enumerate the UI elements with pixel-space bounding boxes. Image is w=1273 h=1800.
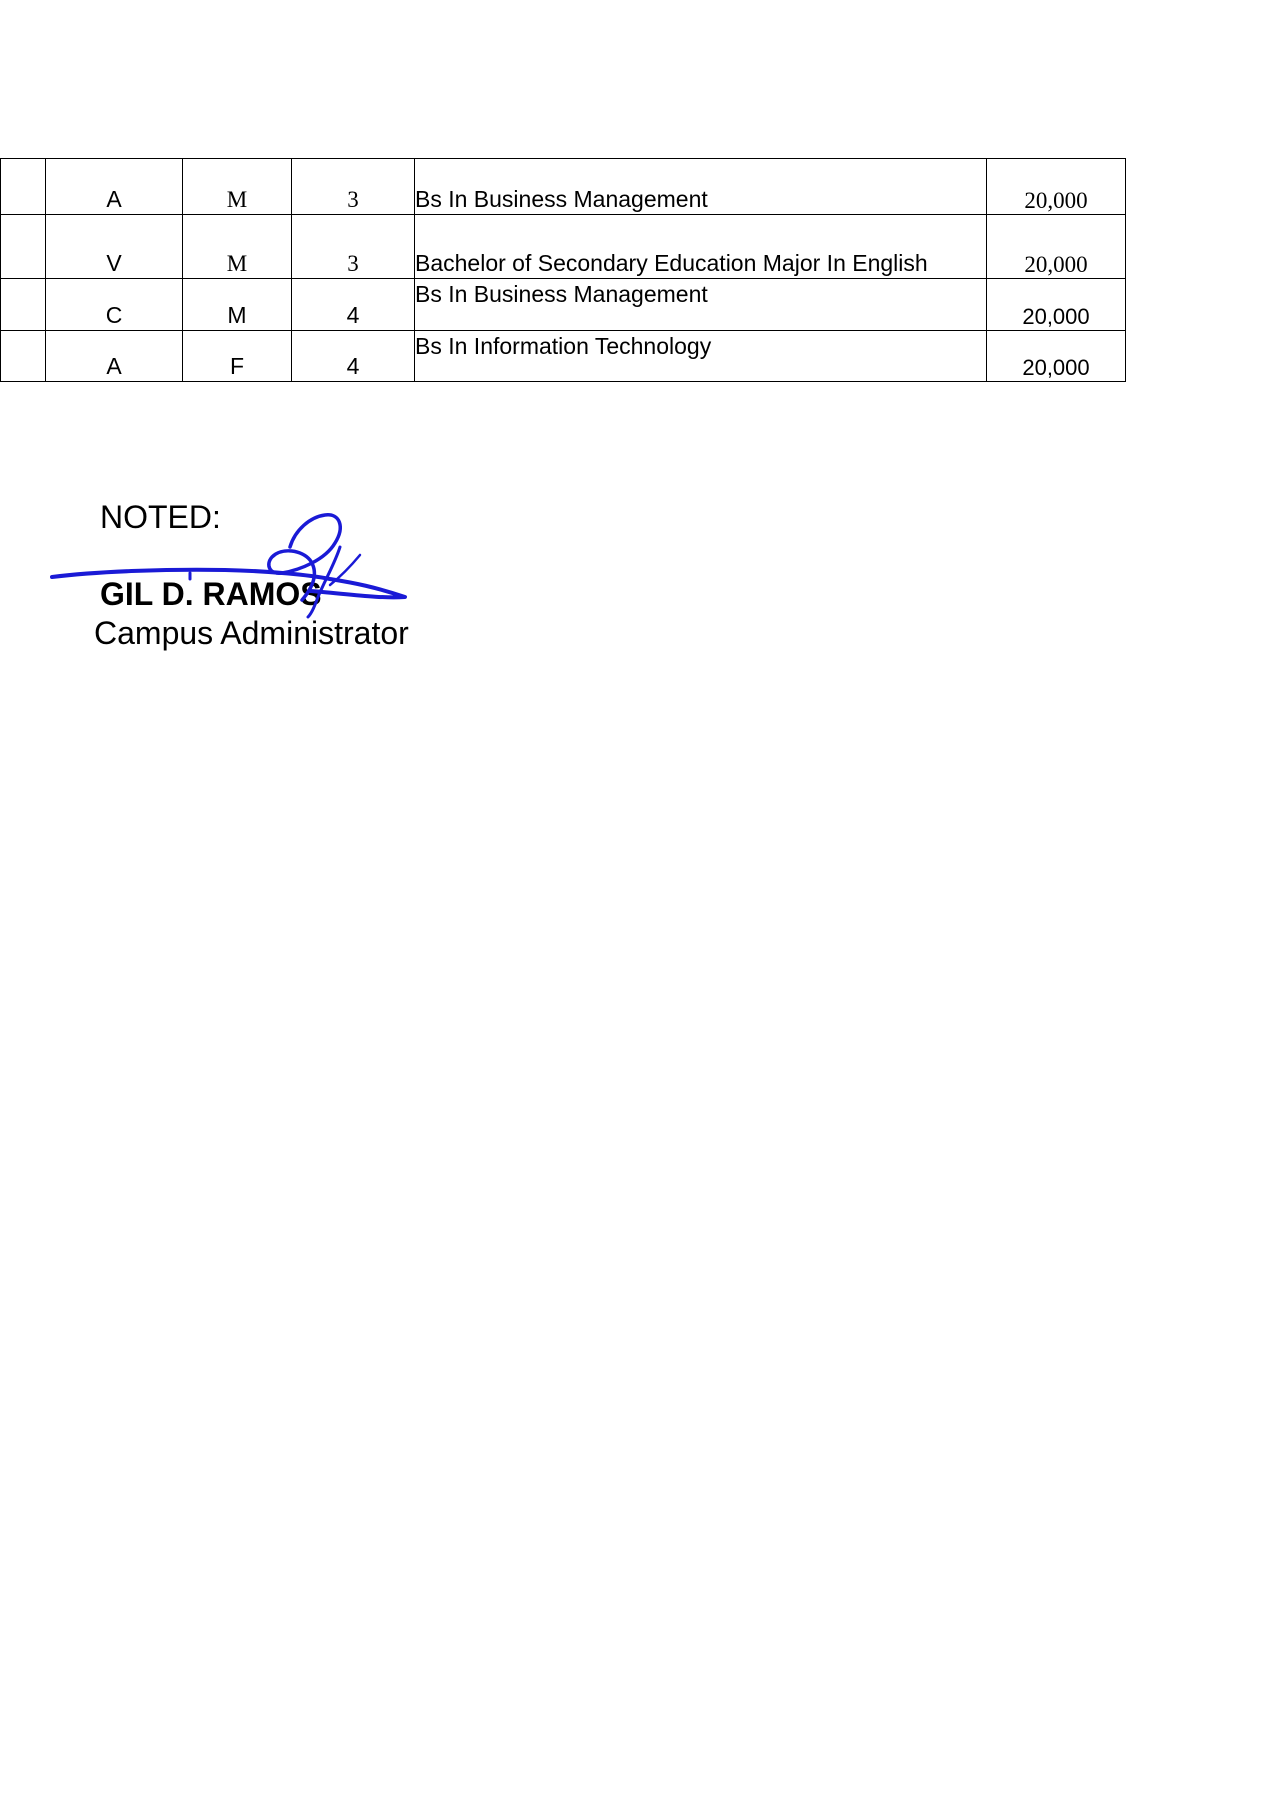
row-program: Bs In Information Technology (415, 331, 987, 382)
noted-label: NOTED: (100, 499, 221, 535)
row-program: Bachelor of Secondary Education Major In English (415, 215, 987, 279)
table-row (1, 159, 1126, 215)
row-program: Bs In Business Management (415, 159, 987, 215)
table-row (1, 279, 1126, 331)
row-cell-blank (1, 331, 46, 382)
row-program: Bs In Business Management (415, 279, 987, 331)
row-code: V (46, 215, 183, 279)
scholarship-table (0, 158, 1126, 382)
row-cell-blank (1, 279, 46, 331)
row-amount: 20,000 (987, 331, 1126, 382)
row-sex: M (183, 159, 292, 215)
row-cell-blank (1, 159, 46, 215)
row-amount: 20,000 (987, 215, 1126, 279)
table-row (1, 215, 1126, 279)
row-cell-blank (1, 215, 46, 279)
handwritten-signature (40, 505, 420, 620)
row-year: 3 (292, 215, 415, 279)
row-sex: F (183, 331, 292, 382)
signature-strokes (52, 515, 405, 617)
row-code: A (46, 159, 183, 215)
row-code: C (46, 279, 183, 331)
row-code: A (46, 331, 183, 382)
row-sex: M (183, 279, 292, 331)
row-year: 4 (292, 279, 415, 331)
grantee-grid (0, 158, 1126, 382)
signatory-title: Campus Administrator (94, 615, 409, 651)
row-sex: M (183, 215, 292, 279)
row-amount: 20,000 (987, 159, 1126, 215)
row-year: 3 (292, 159, 415, 215)
signatory-name: GIL D. RAMOS (100, 576, 322, 612)
row-year: 4 (292, 331, 415, 382)
table-row (1, 331, 1126, 382)
row-amount: 20,000 (987, 279, 1126, 331)
